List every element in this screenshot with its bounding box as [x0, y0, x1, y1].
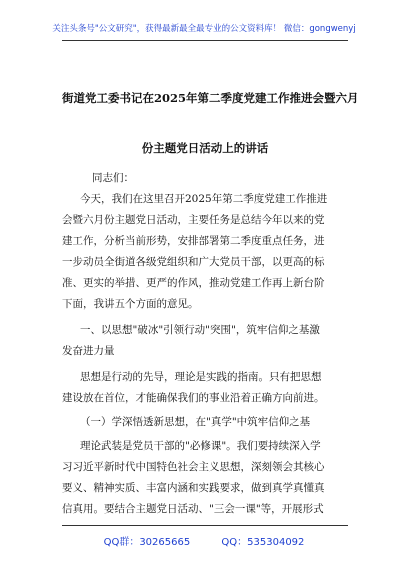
title-line-2: 份主题党日活动上的讲话 — [141, 141, 269, 155]
body-line: 今天，我们在这里召开2025年第二季度党建工作推进 — [80, 193, 328, 205]
body-line: 建工作，分析当前形势，安排部署第二季度重点任务，进 — [62, 235, 325, 247]
footer-qq-group: QQ群：30265665 — [103, 537, 191, 548]
body-line: 要义、精神实质、丰富内涵和实践要求，做到真学真懂真 — [62, 482, 325, 494]
subsection-heading: （一）学深悟透新思想，在"真学"中筑牢信仰之基 — [80, 416, 311, 428]
section-heading: 发奋进力量 — [62, 345, 115, 357]
body-line: 一步动员全街道各级党组织和广大党员干部，以更高的标 — [62, 256, 325, 268]
footer — [0, 533, 408, 548]
body-line: 下面，我讲五个方面的意见。 — [62, 298, 199, 310]
header-note: 关注头条号"公文研究"，获得最新最全最专业的公文资料库！ 微信：gongwenyj — [52, 24, 356, 34]
salutation: 同志们： — [92, 172, 134, 184]
body-line: 准、更实的举措、更严的作风，推动党建工作再上新台阶 — [62, 277, 325, 289]
footer-qq: QQ：535304092 — [221, 537, 305, 548]
body-line: 会暨六月份主题党日活动，主要任务是总结今年以来的党 — [62, 214, 325, 226]
body-line: 信真用。要结合主题党日活动、"三会一课"等，开展形式 — [62, 503, 324, 515]
title-line-1: 街道党工委书记在2025年第二季度党建工作推进会暨六月 — [62, 91, 359, 105]
body-line: 习习近平新时代中国特色社会主义思想，深刻领会其核心 — [62, 461, 325, 473]
body-line: 建设放在首位，才能确保我们的事业沿着正确方向前进。 — [62, 392, 325, 404]
header-divider — [62, 40, 348, 41]
body-line: 理论武装是党员干部的"必修课"。我们要持续深入学 — [80, 440, 321, 452]
section-heading: 一、以思想"破冰"引领行动"突围"，筑牢信仰之基激 — [80, 324, 320, 336]
footer-divider — [62, 525, 348, 526]
body-line: 思想是行动的先导，理论是实践的指南。只有把思想 — [80, 371, 322, 383]
